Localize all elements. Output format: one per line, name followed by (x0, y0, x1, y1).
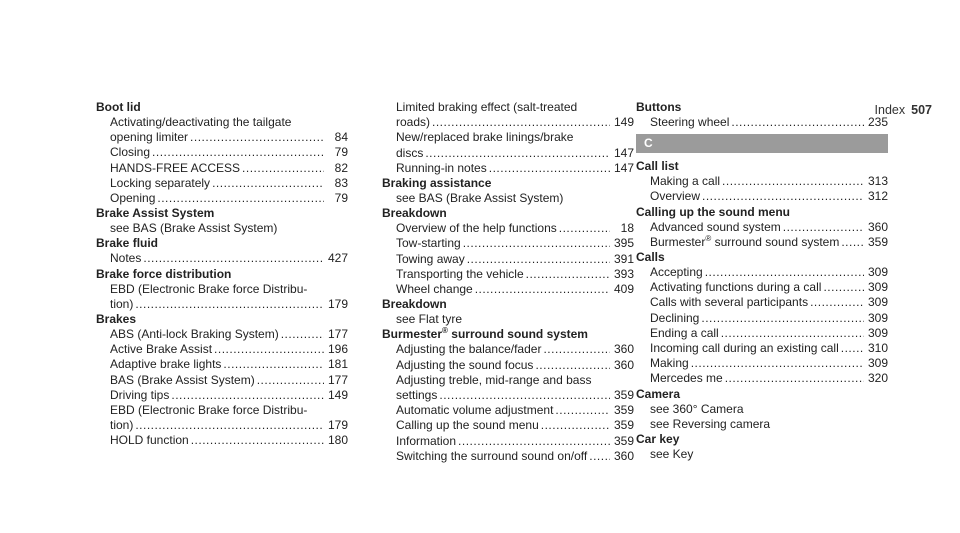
index-subentry[interactable]: settings ..... 359 (382, 388, 634, 403)
index-subentry[interactable]: Accepting ..... 309 (636, 265, 888, 280)
index-heading: Calling up the sound menu (636, 204, 790, 219)
index-subentry[interactable]: see Flat tyre (396, 312, 463, 327)
page-ref: 196 (327, 342, 348, 357)
page-ref: 79 (334, 145, 348, 160)
index-entry-breakdown (382, 206, 634, 297)
page-ref: 391 (613, 251, 634, 266)
page-ref: 427 (327, 251, 348, 266)
index-entry-brakes (96, 312, 348, 449)
index-subentry[interactable]: Notes ..... 427 (96, 251, 348, 266)
index-heading: Brake fluid (96, 236, 159, 251)
index-entry-calls (636, 250, 888, 387)
index-subentry[interactable]: see 360° Camera (650, 401, 744, 416)
index-subentry[interactable]: Active Brake Assist ..... 196 (96, 342, 348, 357)
index-entry-buttons (636, 100, 888, 130)
index-heading: Breakdown (382, 297, 447, 312)
index-subentry[interactable]: Towing away ..... 391 (382, 252, 634, 267)
index-subentry[interactable]: Tow-starting ..... 395 (382, 236, 634, 251)
index-subentry[interactable]: see BAS (Brake Assist System) (396, 191, 564, 206)
index-subentry[interactable]: Adjusting treble, mid-range and bass (396, 372, 592, 387)
page-ref: 177 (327, 327, 348, 342)
index-subentry[interactable]: see Reversing camera (650, 416, 771, 431)
index-subentry[interactable]: Making ..... 309 (636, 356, 888, 371)
page-ref: 149 (327, 387, 348, 402)
index-subentry[interactable]: Activating/deactivating the tailgate (110, 115, 292, 129)
index-subentry[interactable]: Switching the surround sound on/off ..... 360 (382, 449, 634, 464)
index-entry-brakes-continued (382, 100, 634, 176)
index-subentry[interactable]: Calling up the sound menu ..... 359 (382, 418, 634, 433)
page-ref: 235 (867, 115, 888, 129)
index-subentry[interactable]: BAS (Brake Assist System) ..... 177 (96, 373, 348, 388)
index-entry-boot-lid (96, 100, 348, 206)
index-entry-car-key (636, 432, 888, 462)
index-subentry[interactable]: Driving tips ..... 149 (96, 388, 348, 403)
page-ref: 360 (613, 357, 634, 372)
page-ref: 309 (867, 310, 888, 325)
page-ref: 359 (867, 234, 888, 249)
index-subentry[interactable]: Declining ..... 309 (636, 311, 888, 326)
index-subentry[interactable]: Adjusting the sound focus ..... 360 (382, 358, 634, 373)
page-ref: 359 (613, 388, 634, 403)
page-ref: 359 (613, 433, 634, 448)
index-column-3 (636, 100, 888, 462)
page-ref: 180 (327, 433, 348, 448)
page-ref: 313 (867, 174, 888, 189)
page-ref: 309 (867, 356, 888, 371)
index-entry-call-list (636, 159, 888, 204)
index-subentry[interactable]: see Key (650, 447, 694, 462)
index-entry-braking-assistance (382, 176, 634, 206)
index-subentry[interactable]: discs ..... 147 (382, 146, 634, 161)
index-heading: Buttons (636, 100, 682, 114)
index-subentry[interactable]: Steering wheel ..... 235 (636, 115, 888, 130)
index-subentry[interactable]: Information ..... 359 (382, 434, 634, 449)
page-ref: 312 (867, 189, 888, 204)
index-heading: Breakdown (382, 206, 447, 221)
index-subentry[interactable]: opening limiter ..... 84 (96, 130, 348, 145)
index-heading: Burmester® surround sound system (382, 326, 588, 342)
index-subentry[interactable]: Closing ..... 79 (96, 145, 348, 160)
index-subentry[interactable]: Locking separately ..... 83 (96, 176, 348, 191)
index-subentry[interactable]: Overview of the help functions ..... 18 (382, 221, 634, 236)
page-ref: 147 (613, 160, 634, 175)
index-subentry[interactable]: Activating functions during a call ..... 309 (636, 280, 888, 295)
index-heading: Car key (636, 432, 680, 447)
index-subentry[interactable]: HOLD function ..... 180 (96, 433, 348, 448)
index-subentry[interactable]: Burmester® surround sound system ..... 359 (636, 235, 888, 250)
index-subentry[interactable]: tion) ..... 179 (96, 297, 348, 312)
page-ref: 18 (620, 221, 634, 236)
index-subentry[interactable]: Ending a call ..... 309 (636, 326, 888, 341)
page-ref: 359 (613, 403, 634, 418)
index-entry-camera (636, 387, 888, 432)
page-ref: 179 (327, 296, 348, 311)
index-subentry[interactable]: New/replaced brake linings/brake (396, 130, 574, 145)
index-subentry[interactable]: Running-in notes ..... 147 (382, 161, 634, 176)
page-ref: 179 (327, 418, 348, 433)
index-subentry[interactable]: Limited braking effect (salt-treated (396, 100, 578, 114)
page-ref: 393 (613, 266, 634, 281)
index-subentry[interactable]: Automatic volume adjustment ..... 359 (382, 403, 634, 418)
index-subentry[interactable]: see BAS (Brake Assist System) (110, 221, 278, 236)
page-ref: 360 (867, 219, 888, 234)
index-entry-brake-assist (96, 206, 348, 236)
page-ref: 82 (334, 160, 348, 175)
page-header-title: Index (874, 103, 906, 117)
page-ref: 309 (867, 265, 888, 280)
index-heading: Camera (636, 386, 681, 401)
index-subentry[interactable]: tion) ..... 179 (96, 418, 348, 433)
index-subentry[interactable]: Overview ..... 312 (636, 189, 888, 204)
page-ref: 79 (334, 191, 348, 206)
page-ref: 309 (867, 280, 888, 295)
index-subentry[interactable]: EBD (Electronic Brake force Distribu- (110, 403, 308, 418)
index-heading: Brakes (96, 312, 137, 327)
index-heading: Call list (636, 159, 679, 174)
section-letter-bar: C (636, 134, 888, 153)
index-subentry[interactable]: HANDS-FREE ACCESS ..... 82 (96, 161, 348, 176)
page-ref: 84 (334, 130, 348, 145)
index-subentry[interactable]: Opening ..... 79 (96, 191, 348, 206)
page-ref: 360 (613, 342, 634, 357)
page-ref: 181 (327, 357, 348, 372)
page-ref: 309 (867, 325, 888, 340)
index-entry-sound-menu (636, 205, 888, 250)
page-ref: 309 (867, 295, 888, 310)
index-entry-brake-force (96, 267, 348, 312)
index-heading: Boot lid (96, 100, 141, 114)
index-column-1 (96, 100, 348, 449)
index-subentry[interactable]: roads) ..... 149 (382, 115, 634, 130)
index-subentry[interactable]: Wheel change ..... 409 (382, 282, 634, 297)
index-subentry[interactable]: Adaptive brake lights ..... 181 (96, 357, 348, 372)
index-entry-burmester (382, 327, 634, 464)
page-ref: 409 (613, 282, 634, 297)
page-ref: 320 (867, 371, 888, 386)
page-ref: 149 (613, 115, 634, 130)
page-ref: 359 (613, 418, 634, 433)
index-subentry[interactable]: Making a call ..... 313 (636, 174, 888, 189)
page-ref: 310 (867, 341, 888, 356)
page-ref: 147 (613, 145, 634, 160)
index-entry-breakdown-2 (382, 297, 634, 327)
page-ref: 177 (327, 372, 348, 387)
index-column-2 (382, 100, 634, 464)
index-subentry[interactable]: Advanced sound system ..... 360 (636, 220, 888, 235)
page-ref: 395 (613, 236, 634, 251)
page-number: 507 (911, 103, 932, 117)
index-heading: Brake Assist System (96, 206, 215, 221)
index-subentry[interactable]: ABS (Anti-lock Braking System) ..... 177 (96, 327, 348, 342)
index-subentry[interactable]: Transporting the vehicle ..... 393 (382, 267, 634, 282)
index-subentry[interactable]: Mercedes me ..... 320 (636, 371, 888, 386)
index-subentry[interactable]: EBD (Electronic Brake force Distribu- (110, 281, 308, 296)
page-ref: 360 (613, 448, 634, 463)
index-heading: Brake force distribution (96, 266, 232, 281)
index-heading: Calls (636, 250, 665, 265)
index-subentry[interactable]: Calls with several participants ..... 309 (636, 295, 888, 310)
index-entry-brake-fluid (96, 236, 348, 266)
index-subentry[interactable]: Adjusting the balance/fader ..... 360 (382, 342, 634, 357)
index-heading: Braking assistance (382, 176, 492, 191)
index-subentry[interactable]: Incoming call during an existing call ..... 310 (636, 341, 888, 356)
page-ref: 83 (334, 175, 348, 190)
